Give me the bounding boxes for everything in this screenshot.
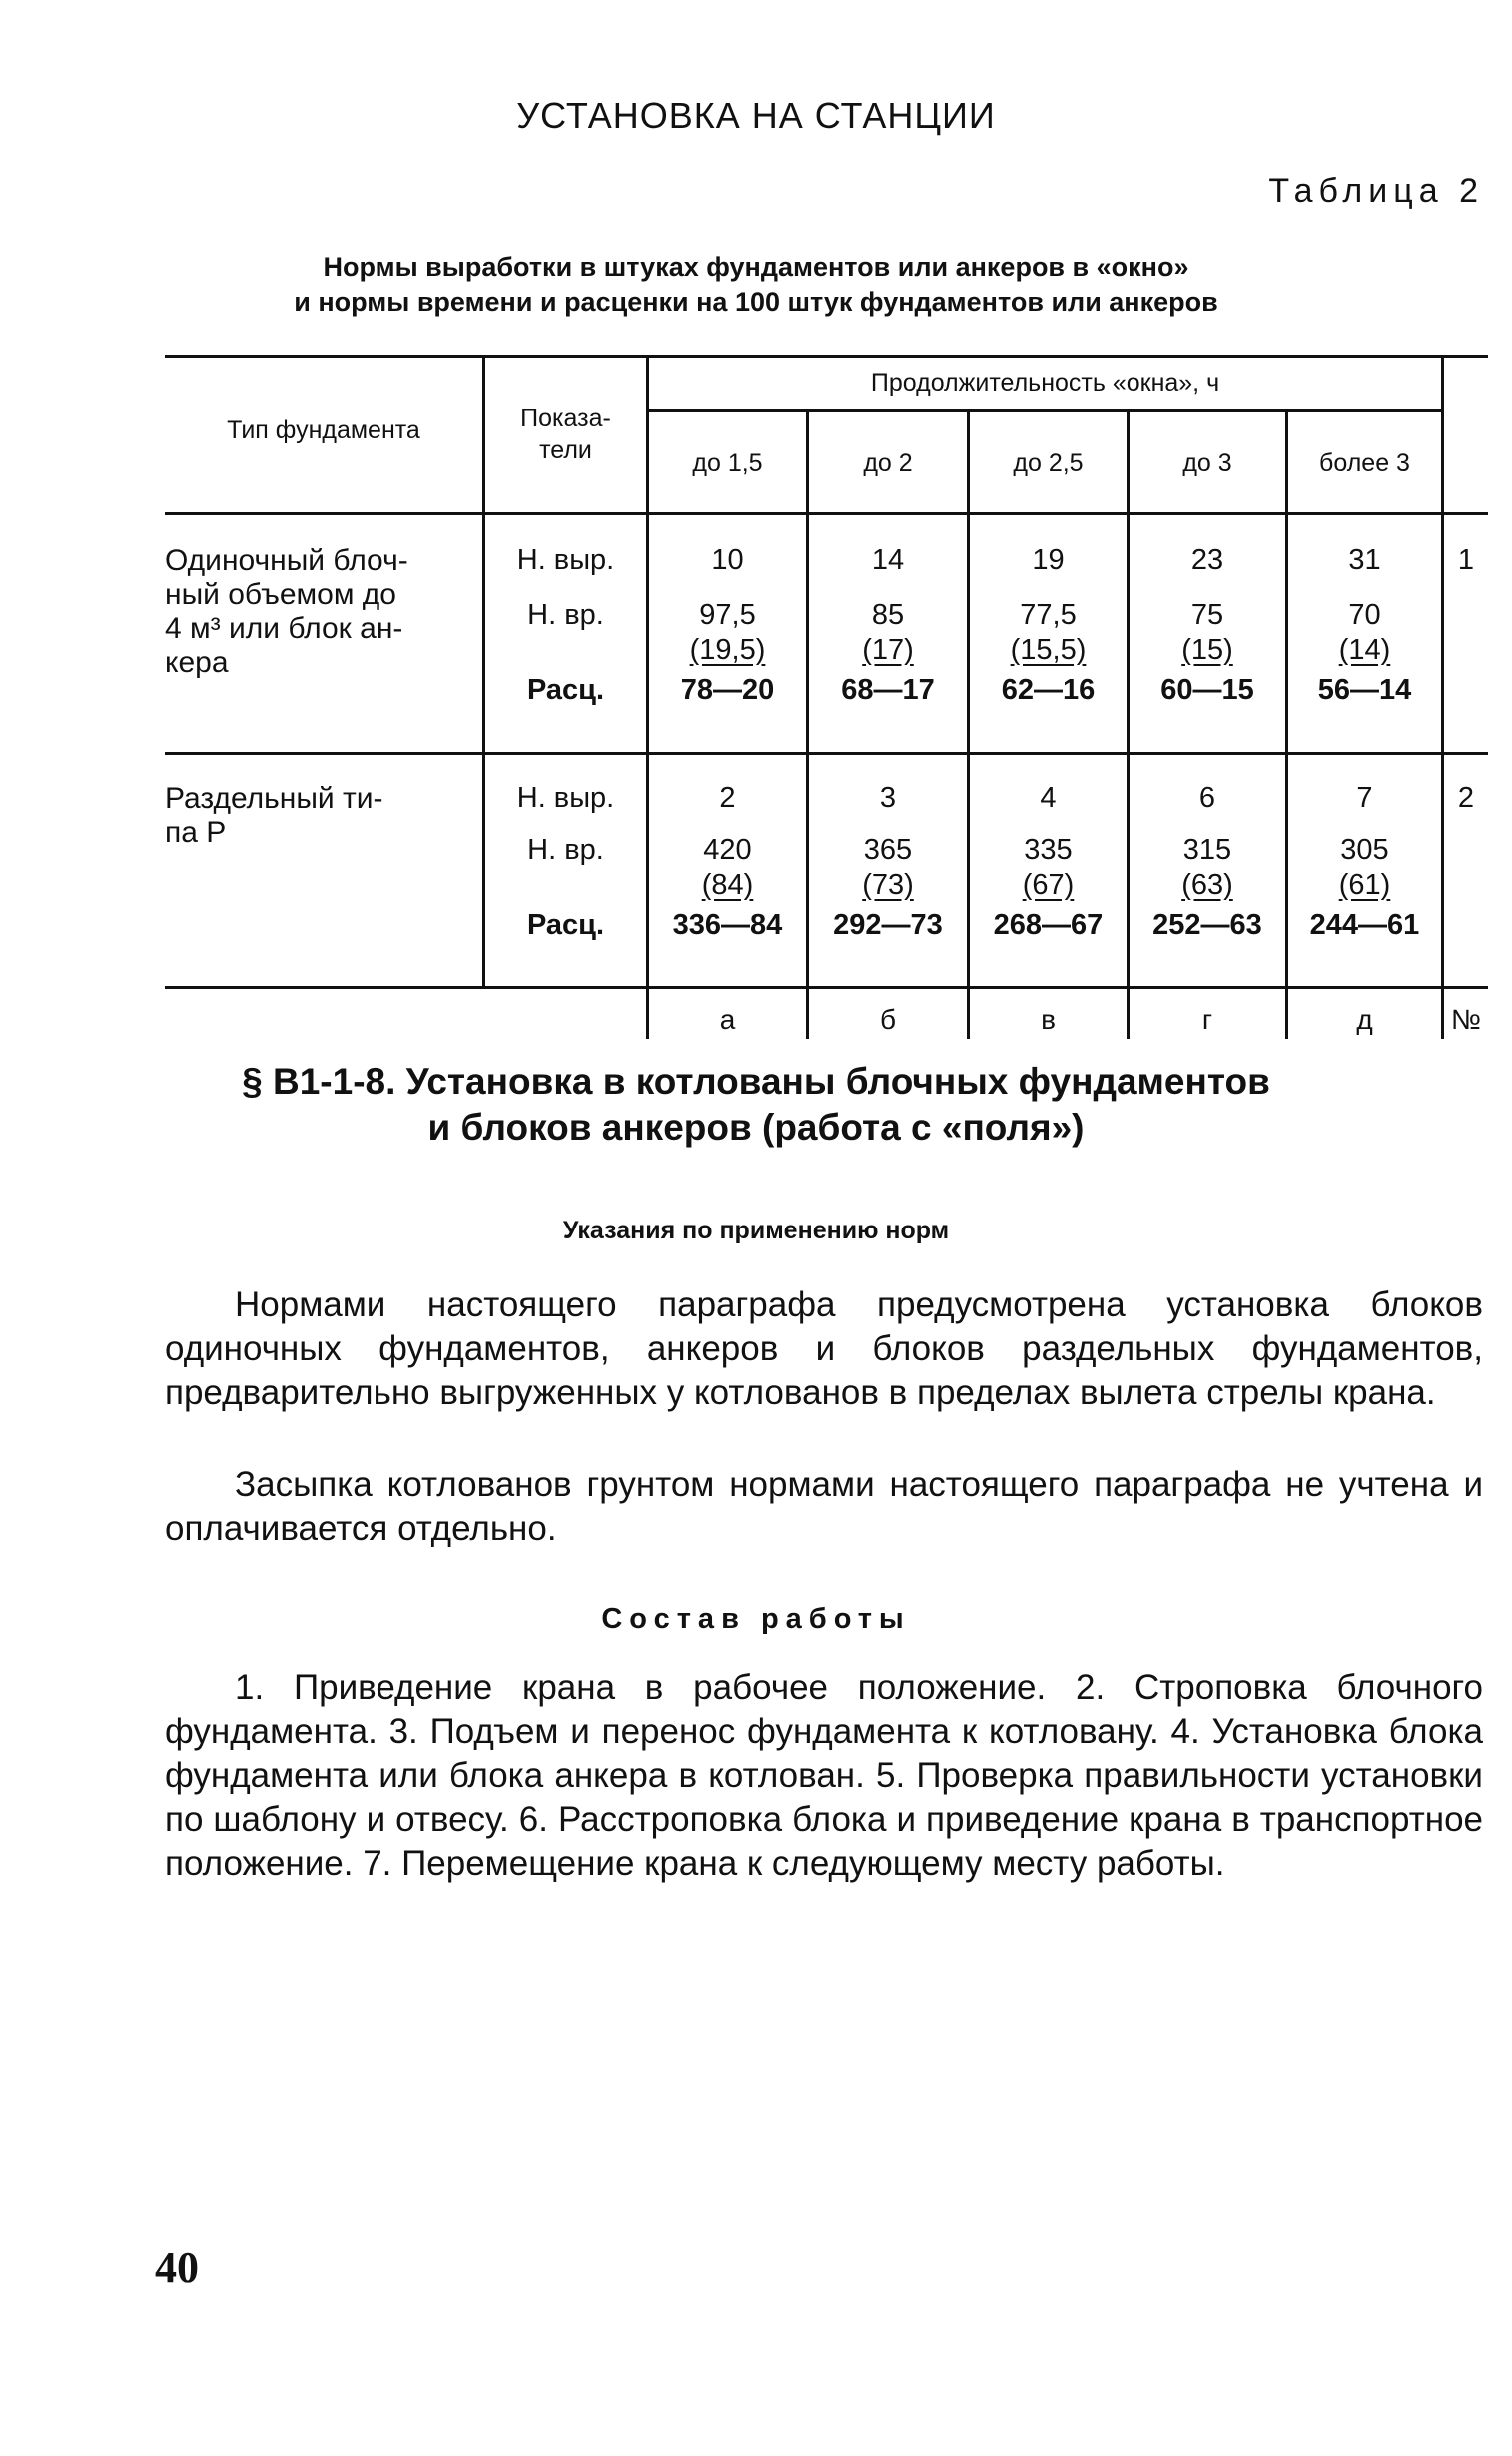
column-letter-d: д [1356,1004,1373,1035]
norms-table [165,355,1488,1039]
table-number: Таблица 2 [1268,172,1484,210]
number-label: № [1450,1004,1482,1035]
row2-type-line: па Р [165,816,227,849]
row1-rate-4: 60—15 [1160,674,1254,706]
paragraph-backfill: Засыпка котлованов грунтом нормами настоящего параграфа не учтена и оплачивается отдельно. [165,1465,1483,1548]
row1-time-sub-3 [970,634,1127,667]
row1-type [165,544,469,680]
row2-time-sub-4-text: (63) [1181,869,1233,901]
row1-indicator-time: Н. вр. [527,599,604,631]
row1-time-sub-2-text: (17) [862,634,914,666]
col-rule-2 [806,409,809,1039]
section-title-line2: и блоков анкеров (работа с «поля») [427,1107,1085,1148]
row1-output-3: 19 [1032,544,1065,576]
paragraph-scope: Нормами настоящего параграфа предусмотрена установка блоков одиночных фундаментов, анкеров и блоков раздельных фундаментов, предварительно выгруженных у котлованов в пределах вылета стрелы крана. [165,1285,1483,1412]
header-indicators-line2: тели [539,436,592,464]
col-rule-3 [967,409,970,1039]
row1-time-sub-3-text: (15,5) [1010,634,1087,666]
row2-rate-3: 268—67 [993,909,1104,941]
column-letter-g: г [1201,1004,1213,1035]
row2-time-sub-4 [1130,869,1285,902]
header-duration-3: до 2,5 [1013,449,1084,477]
row2-type [165,782,469,850]
row2-time-sub-2 [809,869,967,902]
page-number: 40 [155,2243,199,2292]
row2-time-4: 315 [1182,834,1232,866]
row2-time-sub-3 [970,869,1127,902]
table-caption-line2: и нормы времени и расценки на 100 штук фундаментов или анкеров [294,287,1218,317]
paragraph-work-steps: 1. Приведение крана в рабочее положение. 2. Строповка блочного фундамента. 3. Подъем и перенос фундамента к котловану. 4. Установка блока фундамента или блока анкера в котлован. 5. Проверка правильности установки по шаблону и отвесу. 6. Расстроповка блока и приведение крана в транспортное положение. 7. Перемещение крана к следующему месту работы. [165,1668,1483,1883]
header-duration-2: до 2 [863,449,913,477]
row2-output-2: 3 [879,782,897,814]
row2-time-3: 335 [1024,834,1073,866]
column-letter-b: б [879,1004,897,1035]
row2-time-sub-3-text: (67) [1022,869,1075,901]
row1-time-3: 77,5 [1020,599,1077,631]
row1-type-line: Одиночный блоч- [165,544,408,577]
row1-time-sub-5-text: (14) [1338,634,1391,666]
header-type: Тип фундамента [227,416,420,444]
row2-number: 2 [1457,782,1475,814]
row1-rate-5: 56—14 [1317,674,1412,706]
row1-output-5: 31 [1348,544,1381,576]
row1-time-4: 75 [1190,599,1224,631]
col-rule-4 [1127,409,1130,1039]
row1-type-line: кера [165,646,229,679]
row2-indicator-output: Н. выр. [516,782,615,814]
row1-time-2: 85 [871,599,905,631]
row2-time-sub-1 [649,869,806,902]
row1-time-sub-1-text: (19,5) [689,634,766,666]
running-head: УСТАНОВКА НА СТАНЦИИ [516,95,996,136]
row2-output-3: 4 [1040,782,1057,814]
row2-time-sub-5 [1288,869,1441,902]
row1-output-1: 10 [711,544,744,576]
row2-rate-2: 292—73 [833,909,943,941]
row2-time-1: 420 [703,834,752,866]
row1-rate-2: 68—17 [841,674,935,706]
col-rule-5 [1285,409,1288,1039]
header-duration-group: Продолжительность «окна», ч [870,369,1220,397]
row1-time-sub-5 [1288,634,1441,667]
row2-time-sub-2-text: (73) [862,869,914,901]
row2-output-5: 7 [1356,782,1373,814]
row2-type-line: Раздельный ти- [165,782,383,815]
row2-output-1: 2 [719,782,736,814]
row1-time-1: 97,5 [699,599,756,631]
row1-rate-3: 62—16 [1001,674,1096,706]
table-top-rule [165,355,1488,358]
row1-time-sub-4-text: (15) [1181,634,1233,666]
header-indicators-line1: Показа- [520,405,611,432]
header-duration-5: более 3 [1319,449,1410,477]
duration-group-rule [646,409,1441,412]
row1-time-sub-4 [1130,634,1285,667]
row1-type-line: ный объемом до [165,578,396,611]
header-duration-1: до 1,5 [692,449,763,477]
work-composition-heading: Состав работы [601,1603,911,1635]
header-bottom-rule [165,512,1488,515]
column-letter-v: в [1041,1004,1056,1035]
section-title [0,1059,1512,1151]
table-caption-line1: Нормы выработки в штуках фундаментов или анкеров в «окно» [323,252,1189,282]
row2-time-2: 365 [863,834,913,866]
row1-rate-1: 78—20 [680,674,775,706]
row1-number: 1 [1457,544,1475,576]
column-letter-a: а [719,1004,736,1035]
row1-output-2: 14 [871,544,905,576]
row1-indicator-output: Н. выр. [516,544,615,576]
row2-rate-5: 244—61 [1309,909,1420,941]
row2-output-4: 6 [1198,782,1216,814]
header-duration-4: до 3 [1182,449,1232,477]
row2-time-sub-1-text: (84) [701,869,754,901]
table-bottom-rule [165,986,1488,989]
row2-indicator-rate: Расц. [526,909,605,941]
row2-rate-1: 336—84 [672,909,783,941]
row-separator-rule [165,752,1488,755]
row2-indicator-time: Н. вр. [527,834,604,866]
row2-rate-4: 252—63 [1152,909,1262,941]
row1-output-4: 23 [1190,544,1224,576]
row2-time-sub-5-text: (61) [1338,869,1391,901]
row1-time-sub-1 [649,634,806,667]
row1-time-5: 70 [1348,599,1381,631]
row1-type-line: 4 м³ или блок ан- [165,612,403,645]
row1-time-sub-2 [809,634,967,667]
row1-indicator-rate: Расц. [526,674,605,706]
section-title-line1: § В1-1-8. Установка в котлованы блочных фундаментов [242,1061,1270,1102]
guidance-heading: Указания по применению норм [562,1217,950,1244]
col-rule-6 [1441,355,1444,1039]
row2-time-5: 305 [1340,834,1389,866]
